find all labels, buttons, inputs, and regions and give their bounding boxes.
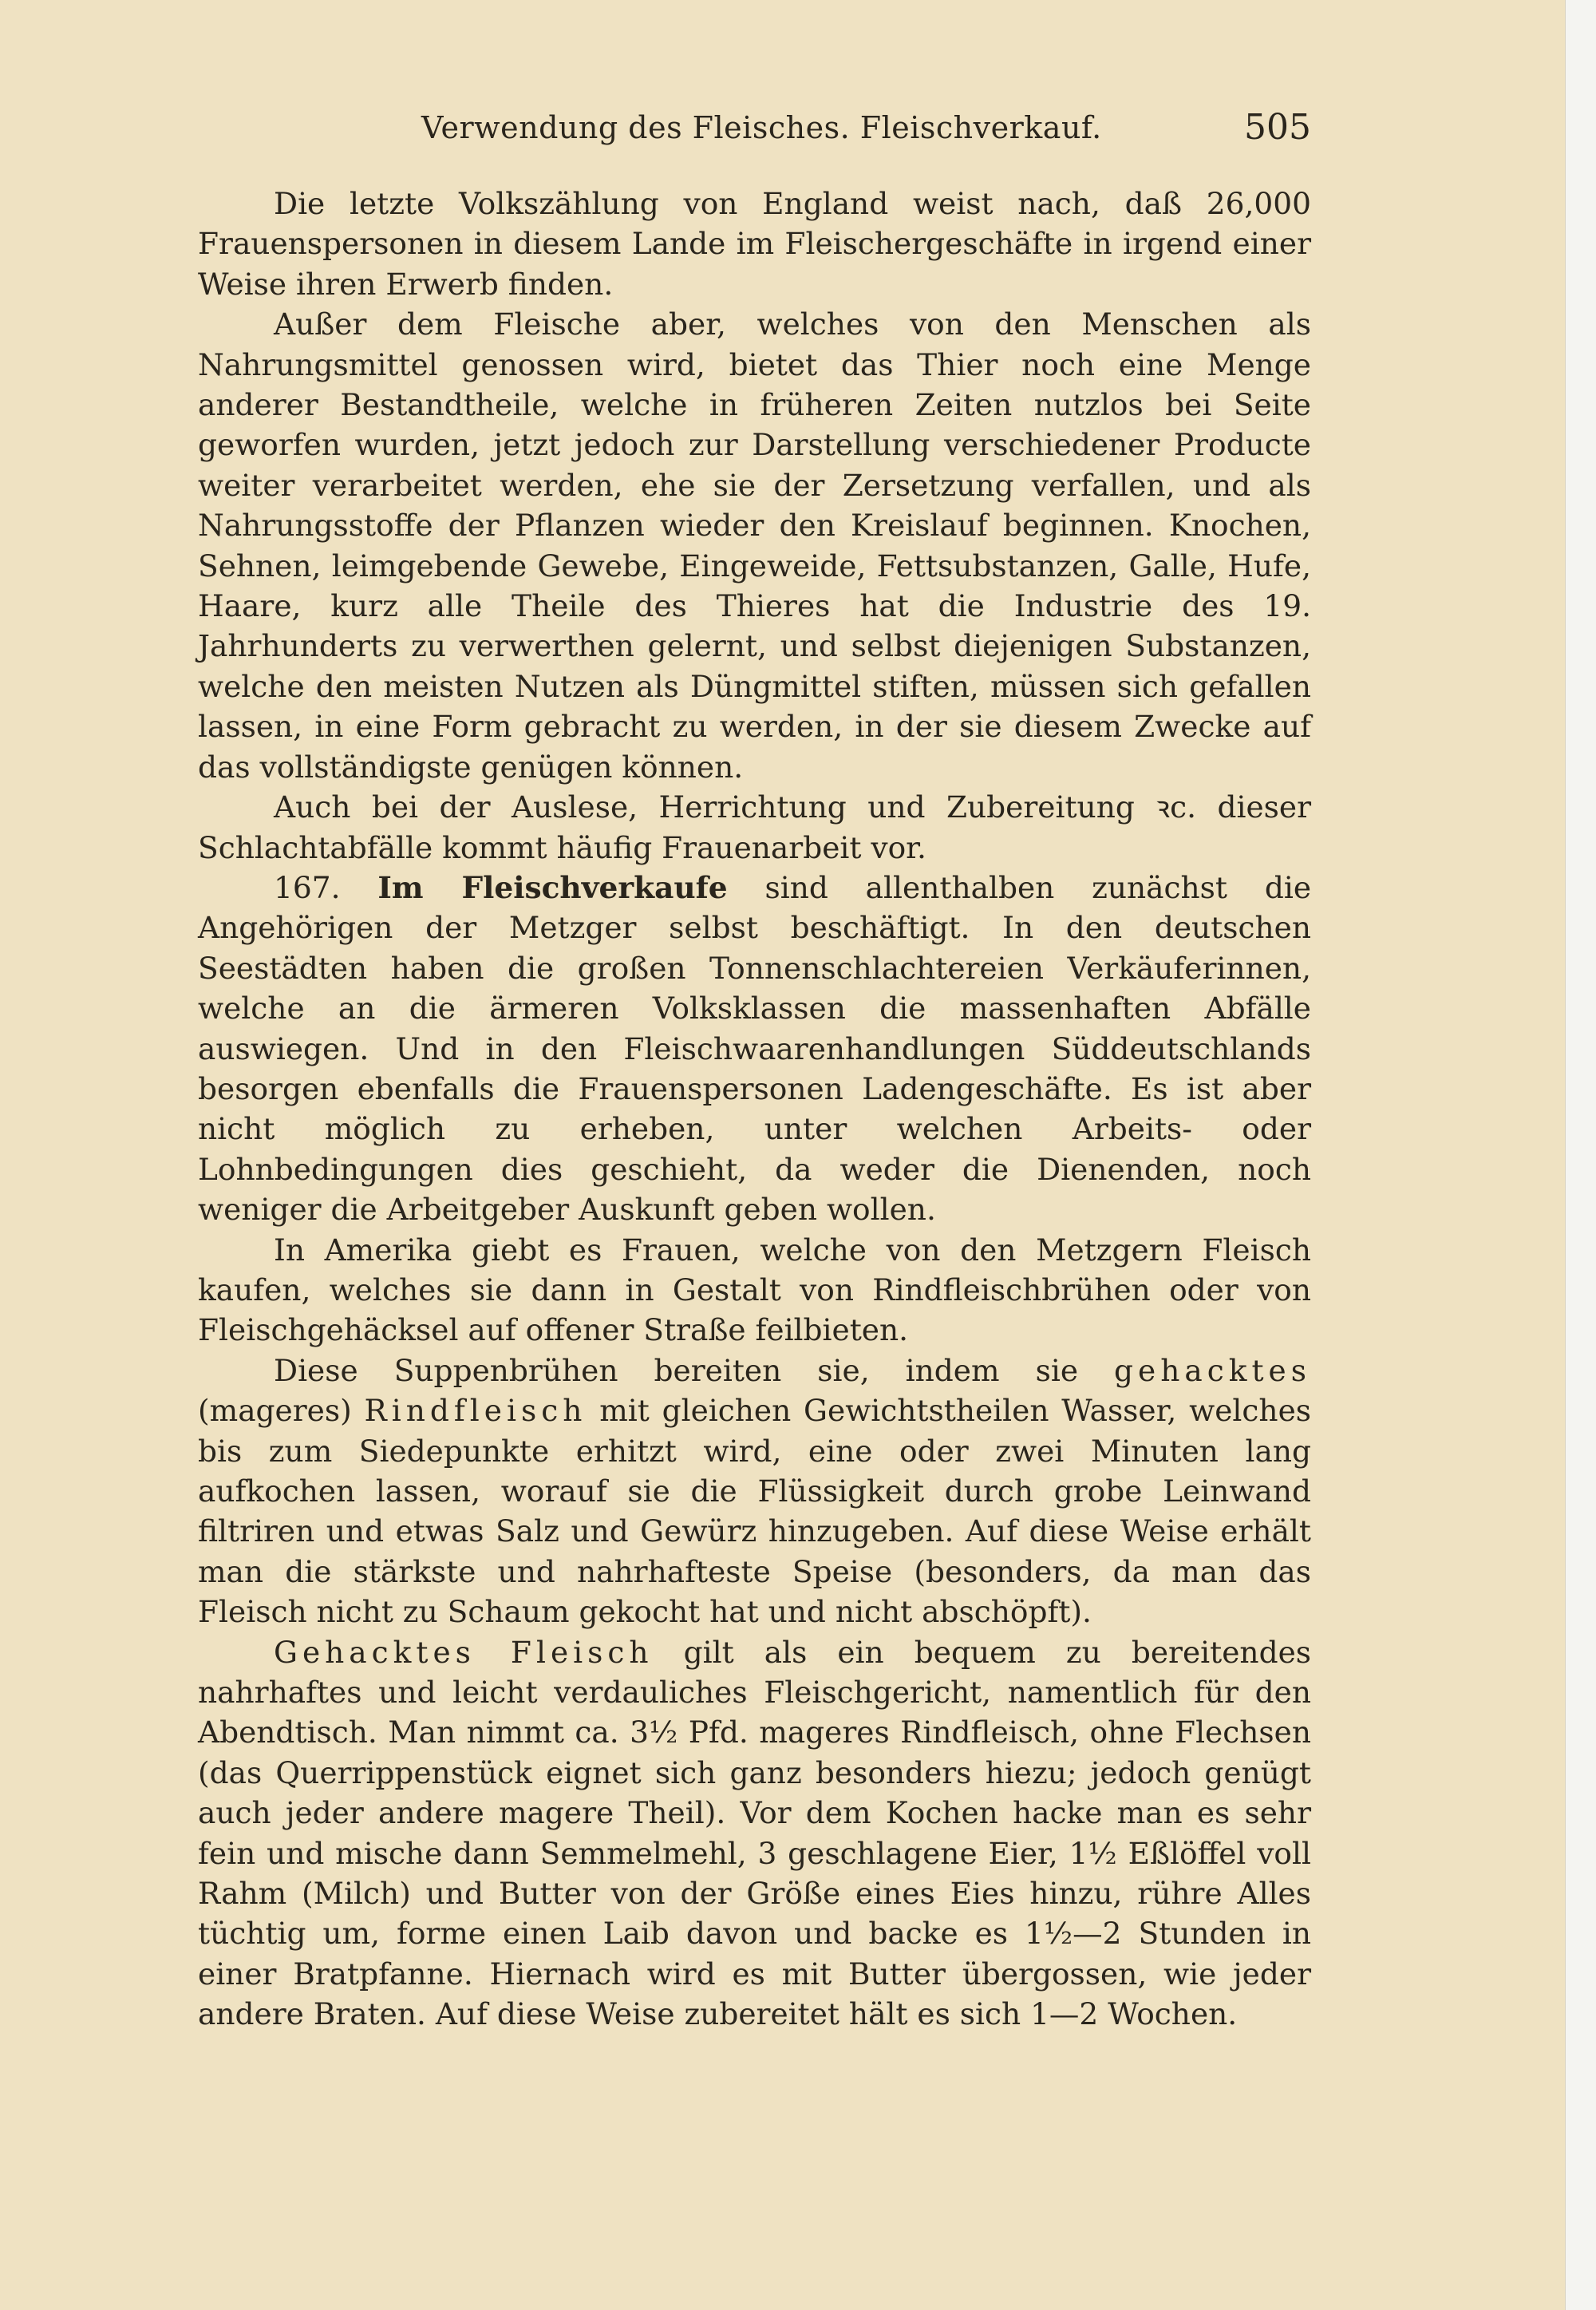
soup-spaced-rindfleisch: Rindfleisch	[364, 1393, 587, 1429]
body-text	[198, 184, 1311, 2035]
paragraph-soup	[198, 1351, 1311, 1632]
soup-text-c: mit gleichen Gewichtstheilen Wasser, welches bis zum Siedepunkte erhitzt wird, eine oder zwei Minuten lang aufkochen lassen, worauf sie die Flüssigkeit durch grobe Leinwand filtriren und etwas Salz und Gewürz hinzugeben. Auf diese Weise erhält man die stärkste und nahrhafteste Speise (besonders, da man das Fleisch nicht zu Schaum gekocht hat und nicht abschöpft).	[198, 1393, 1312, 1630]
paragraph-slaughter-waste: Auch bei der Auslese, Herrichtung und Zubereitung ꝛc. dieser Schlachtabfälle kommt häufig Frauenarbeit vor.	[198, 789, 1311, 865]
page-number: 505	[1244, 107, 1311, 148]
soup-text-b: (mageres)	[198, 1393, 352, 1429]
section-number: 167.	[274, 869, 341, 905]
soup-text-a: Diese Suppenbrühen bereiten sie, indem sie	[274, 1352, 1079, 1388]
section-167-text: sind allenthalben zunächst die Angehörigen der Metzger selbst beschäftigt. In den deutschen Seestädten haben die großen Tonnenschlachtereien Verkäuferinnen, welche an die ärmeren Volksklassen die massenhaften Abfälle auswiegen. Und in den Fleischwaarenhandlungen Süddeutschlands besorgen ebenfalls die Frauenspersonen Ladengeschäfte. Es ist aber nicht möglich zu erheben, unter welchen Arbeits- oder Lohnbedingungen dies geschieht, da weder die Dienenden, noch weniger die Arbeitgeber Auskunft geben wollen.	[198, 869, 1312, 1228]
paragraph-byproducts: Außer dem Fleische aber, welches von den Menschen als Nahrungsmittel genossen wird, bietet das Thier noch eine Menge anderer Bestandtheile, welche in früheren Zeiten nutzlos bei Seite geworfen wurden, jetzt jedoch zur Darstellung verschiedener Producte weiter verarbeitet werden, ehe sie der Zersetzung verfallen, und als Nahrungsstoffe der Pflanzen wieder den Kreislauf beginnen. Knochen, Sehnen, leimgebende Gewebe, Eingeweide, Fettsubstanzen, Galle, Hufe, Haare, kurz alle Theile des Thieres hat die Industrie des 19. Jahrhunderts zu verwerthen gelernt, und selbst diejenigen Substanzen, welche den meisten Nutzen als Düngmittel stiften, müssen sich gefallen lassen, in eine Form gebracht zu werden, in der sie diesem Zwecke auf das vollständigste genügen können.	[198, 307, 1311, 785]
paragraph-america: In Amerika giebt es Frauen, welche von den Metzgern Fleisch kaufen, welches sie dann in Gestalt von Rindfleischbrühen oder von Fleischgehäcksel auf offener Straße feilbieten.	[198, 1232, 1311, 1348]
paragraph-minced-meat	[198, 1632, 1311, 2035]
minced-spaced-heading: Gehacktes Fleisch	[274, 1634, 654, 1670]
running-head	[421, 107, 1311, 158]
minced-text: gilt als ein bequem zu bereitendes nahrhaftes und leicht verdauliches Fleischgericht, namentlich für den Abendtisch. Man nimmt ca. 3½ Pfd. mageres Rindfleisch, ohne Flechsen (das Querrippenstück eignet sich ganz besonders hiezu; jedoch genügt auch jeder andere magere Theil). Vor dem Kochen hacke man es sehr fein und mische dann Semmelmehl, 3 geschlagene Eier, 1½ Eßlöffel voll Rahm (Milch) und Butter von der Größe eines Eies hinzu, rühre Alles tüchtig um, forme einen Laib davon und backe es 1½—2 Stunden in einer Bratpfanne. Hiernach wird es mit Butter übergossen, wie jeder andere Braten. Auf diese Weise zubereitet hält es sich 1—2 Wochen.	[198, 1634, 1312, 2032]
paragraph-section-167	[198, 868, 1311, 1230]
page-edge	[1565, 0, 1596, 2310]
soup-spaced-gehacktes: gehacktes	[1114, 1352, 1311, 1388]
section-heading: Im Fleischverkaufe	[377, 869, 728, 905]
paragraph-census: Die letzte Volkszählung von England weist nach, daß 26,000 Frauenspersonen in diesem Lande im Fleischergeschäfte in irgend einer Weise ihren Erwerb finden.	[198, 186, 1311, 302]
running-title: Verwendung des Fleisches. Fleischverkauf.	[421, 110, 1102, 145]
